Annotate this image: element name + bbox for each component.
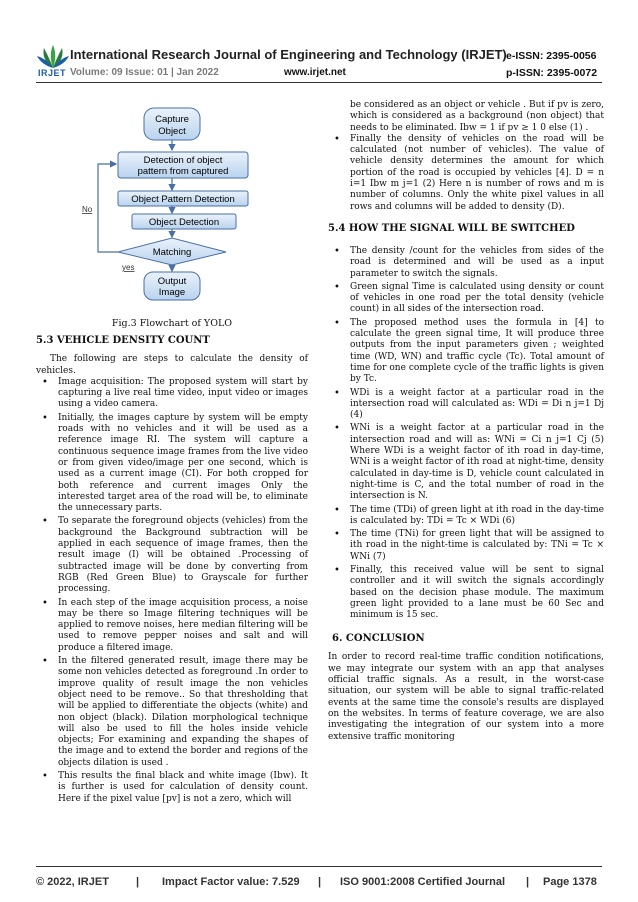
header-rule — [36, 82, 602, 83]
right-column — [328, 100, 604, 743]
footer-separator: | — [318, 876, 322, 888]
list-item: • The time (TDi) of green light at ith road in the day-time is calculated by: TDi = Tc × WDi (6) — [328, 505, 604, 528]
signal-switch-list — [328, 246, 604, 622]
list-item: • Green signal Time is calculated using density or count of vehicles in one road per the total density (vehicle count) in all sides of the intersection road. — [328, 282, 604, 316]
flow-label-capture-2: Object — [158, 126, 186, 137]
journal-website[interactable]: www.irjet.net — [284, 67, 346, 78]
footer-copyright: © 2022, IRJET — [36, 876, 109, 888]
figure-caption: Fig.3 Flowchart of YOLO — [111, 318, 233, 329]
page-header — [0, 0, 638, 86]
e-issn: e-ISSN: 2395-0056 — [506, 50, 597, 62]
list-item: • WNi is a weight factor at a particular road in the intersection road and will as: WNi = Ci n j=1 Cj (5) Where WDi is a weight factor of ith road in day-time, WNi is a weight factor of ith road at night-time, density calculated in day-time is D, vehicle count calculated in night-time is C, and the total number of road in the intersection is N. — [328, 423, 604, 502]
footer-separator: | — [136, 876, 140, 888]
list-item: • The proposed method uses the formula in [4] to calculate the green signal time, It will produce three outputs from the input parameters given ; weighted time (WD, WN) and traffic cycle (Tc). Total amount of time for one complete cycle of the traffic lights is given by Tc. — [328, 318, 604, 386]
conclusion-paragraph: In order to record real-time traffic condition notifications, we may integrate our system with an app that analyses official traffic signals. As a result, in the worst-case situation, our system will be able to signal traffic-related events at the same time the console's results are displayed on the websites. In terms of feature coverage, we are also investigating the integration of our system into a more extensive traffic monitoring — [328, 652, 604, 742]
list-item: • In the filtered generated result, image there may be some non vehicles detected as foreground .In order to improve quality of result image the non vehicles object need to be remove.. So that thresholding that will be applied to differentiate the objects (white) and non object (black). Dilation morphological technique will also be used to fill the holes inside vehicle objects; For examining and expanding the shapes of the image and to extend the border and regions of the objects dilation is used . — [36, 656, 308, 769]
footer-page-number: Page 1378 — [543, 876, 597, 888]
density-intro: The following are steps to calculate the density of vehicles. — [36, 354, 308, 376]
footer-separator: | — [526, 876, 530, 888]
p-issn: p-ISSN: 2395-0072 — [506, 67, 598, 79]
list-item: • This results the final black and white image (Ibw). It is further is used for calculation of density count. Here if the pixel value [pv] is not a zero, which will — [36, 771, 308, 805]
footer-impact: Impact Factor value: 7.529 — [162, 876, 300, 888]
flow-label-capture-1: Capture — [155, 114, 189, 125]
yolo-flowchart — [36, 100, 308, 318]
flow-label-output-2: Image — [158, 287, 186, 298]
logo-text: IRJET — [38, 68, 67, 78]
volume-issue: Volume: 09 Issue: 01 | Jan 2022 — [70, 67, 219, 78]
continued-paragraph: be considered as an object or vehicle . But if pv is zero, which is considered as a background (non object) that needs to be eliminated. Ibw = 1 if pv ≥ 1 0 else (1) . — [350, 100, 604, 133]
list-item: • The density /count for the vehicles from sides of the road is determined and will be used as a input parameter to switch the signals. — [328, 246, 604, 280]
flow-label-detection-2: pattern from captured — [137, 166, 229, 177]
journal-title: International Research Journal of Engineering and Technology (IRJET) — [70, 47, 507, 62]
flowchart-svg — [36, 100, 308, 318]
footer-rule — [36, 866, 602, 867]
section-heading-conclusion: 6. CONCLUSION — [332, 633, 425, 645]
flow-label-detection-1: Detection of object — [143, 155, 223, 166]
list-item: • Finally, this received value will be sent to signal controller and it will switch the signals accordingly based on the decision phase module. The maximum green light provided to a lane must be 60 Sec and minimum is 15 sec. — [328, 565, 604, 621]
footer-iso: ISO 9001:2008 Certified Journal — [340, 876, 506, 888]
list-item: • Initially, the images capture by system will be empty roads with no vehicles and it will be used as a reference image RI. The system will capture a continuous sequence image frames from the live video or from given video/image per one second, which is used as a current image (CI). For both cropped for both reference and current images Only the interested target area of the road will be, to eliminate the unnecessary parts. — [36, 413, 308, 515]
density-steps-list — [36, 377, 308, 805]
flow-label-output-1: Output — [157, 276, 187, 287]
density-final-list — [328, 134, 604, 213]
section-heading-5-4: 5.4 HOW THE SIGNAL WILL BE SWITCHED — [328, 222, 575, 234]
list-item: • The time (TNi) for green light that will be assigned to ith road in the night-time is calculated by: TNi = Tc × WNi (7) — [328, 529, 604, 563]
list-item: • Finally the density of vehicles on the road will be calculated (not number of vehicles). The value of vehicle density determines the amount for which portion of the road is occupied by vehicles [4]. D = n i=1 Ibw m j=1 (2) Here n is number of rows and m is number of columns. Only the white pixel values in all rows and columns will be added to density (D). — [328, 134, 604, 213]
left-column — [36, 100, 308, 807]
flow-no-label: No — [82, 205, 93, 214]
list-item: • WDi is a weight factor at a particular road in the intersection road will calculated as: WDi = Di n j=1 Dj (4) — [328, 388, 604, 422]
section-heading-5-3: 5.3 VEHICLE DENSITY COUNT — [36, 335, 210, 347]
flow-label-pattern: Object Pattern Detection — [131, 194, 235, 205]
list-item: • In each step of the image acquisition process, a noise may be there so Image filtering techniques will be applied to remove noises, here median filtering will be used to remove pepper noises and salt and will produce a filtered image. — [36, 598, 308, 654]
flow-yes-label: yes — [122, 263, 135, 272]
list-item: • Image acquisition: The proposed system will start by capturing a live real time video, input video or images using a video camera. — [36, 377, 308, 411]
flow-label-object-detection: Object Detection — [148, 217, 220, 228]
flow-label-matching: Matching — [152, 247, 192, 258]
list-item: • To separate the foreground objects (vehicles) from the background the Background subtraction will be applied in each sequence of image frames, then the result image (I) will be obtained .Processing of subtracted image will be done by converting from RGB (Red Green Blue) to Grayscale for further processing. — [36, 516, 308, 595]
